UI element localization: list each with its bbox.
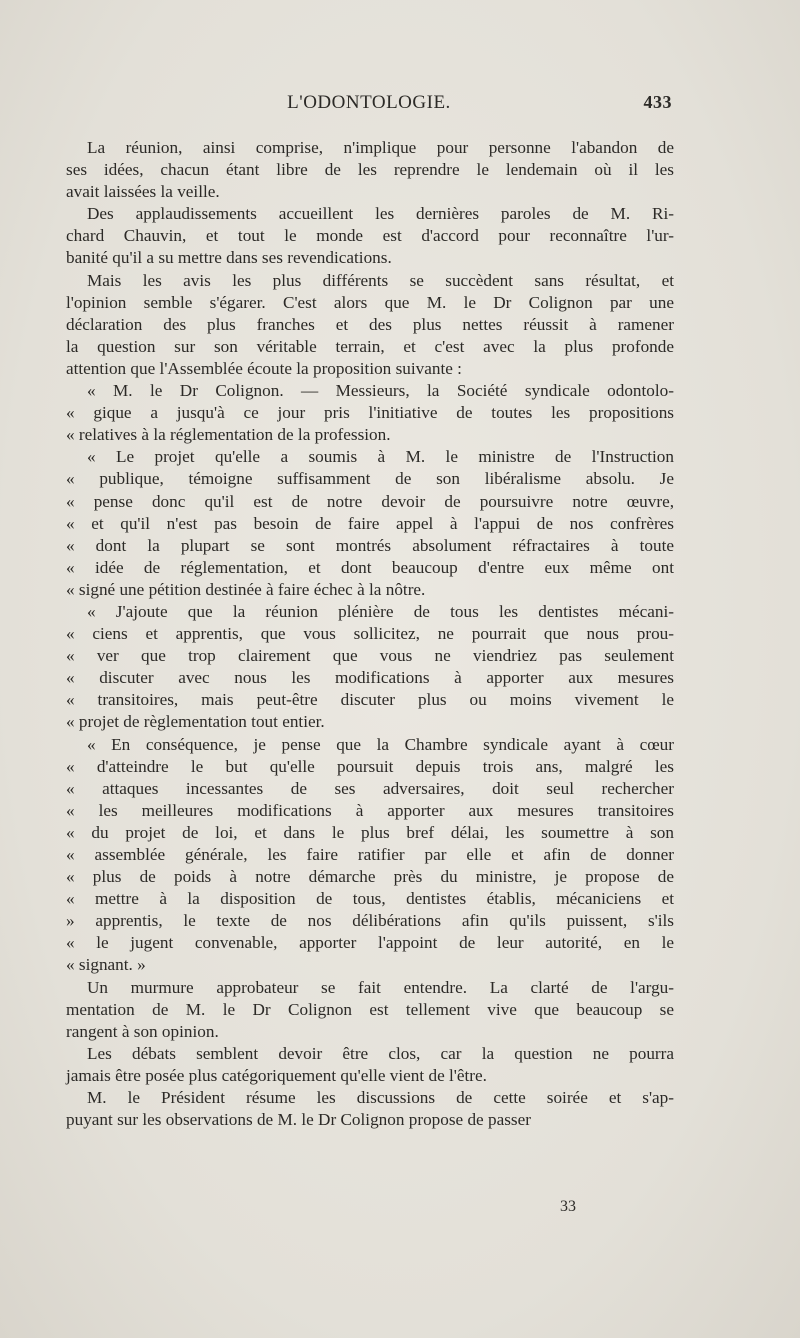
- text-line: banité qu'il a su mettre dans ses revendications.: [66, 248, 392, 268]
- text-line: « attaques incessantes de ses adversaires, doit seul rechercher: [66, 778, 674, 798]
- text-line: « d'atteindre le but qu'elle poursuit depuis trois ans, malgré les: [66, 756, 674, 776]
- text-line: M. le Président résume les discussions de cette soirée et s'ap-: [87, 1088, 674, 1108]
- text-line: « mettre à la disposition de tous, dentistes établis, mécaniciens et: [66, 889, 674, 909]
- quoted-paragraph: [66, 734, 674, 977]
- text-line: Les débats semblent devoir être clos, car la question ne pourra: [87, 1043, 674, 1063]
- text-line: « M. le Dr Colignon. — Messieurs, la Société syndicale odontolo-: [87, 381, 674, 401]
- text-line: avait laissées la veille.: [66, 182, 220, 202]
- body-text: [66, 137, 674, 1131]
- quoted-paragraph: [66, 380, 674, 446]
- paragraph: [66, 977, 674, 1043]
- paragraph: [66, 137, 674, 203]
- text-line: déclaration des plus franches et des plus nettes réussit à ramener: [66, 314, 674, 334]
- paragraph: [66, 1043, 674, 1087]
- paragraph: [66, 270, 674, 380]
- text-line: « ver que trop clairement que vous ne viendriez pas seulement: [66, 646, 674, 666]
- text-line: « signant. »: [66, 955, 146, 975]
- quoted-paragraph: [66, 446, 674, 601]
- text-line: Un murmure approbateur se fait entendre. La clarté de l'argu-: [87, 977, 674, 997]
- text-line: « le jugent convenable, apporter l'appoint de leur autorité, en le: [66, 933, 674, 953]
- text-line: puyant sur les observations de M. le Dr Colignon propose de passer: [66, 1110, 531, 1130]
- paragraph: [66, 1087, 674, 1131]
- text-line: « plus de poids à notre démarche près du ministre, je propose de: [66, 867, 674, 887]
- text-line: la question sur son véritable terrain, et c'est avec la plus profonde: [66, 336, 674, 356]
- page-number: 433: [643, 92, 672, 112]
- text-line: « transitoires, mais peut-être discuter plus ou moins vivement le: [66, 690, 674, 710]
- text-line: « les meilleures modifications à apporter aux mesures transitoires: [66, 800, 674, 820]
- text-line: La réunion, ainsi comprise, n'implique pour personne l'abandon de: [87, 138, 674, 157]
- text-line: « discuter avec nous les modifications à apporter aux mesures: [66, 668, 674, 688]
- text-line: « relatives à la réglementation de la profession.: [66, 425, 391, 445]
- journal-title: L'ODONTOLOGIE.: [287, 92, 451, 113]
- text-line: « signé une pétition destinée à faire échec à la nôtre.: [66, 579, 426, 599]
- text-line: « et qu'il n'est pas besoin de faire appel à l'appui de nos confrères: [66, 513, 674, 533]
- text-line: « idée de réglementation, et dont beaucoup d'entre eux même ont: [66, 557, 674, 577]
- signature-mark: 33: [560, 1198, 576, 1215]
- text-line: « En conséquence, je pense que la Chambre syndicale ayant à cœur: [87, 734, 674, 754]
- text-line: mentation de M. le Dr Colignon est tellement vive que beaucoup se: [66, 999, 674, 1019]
- text-line: « gique a jusqu'à ce jour pris l'initiative de toutes les propositions: [66, 403, 674, 423]
- text-line: « dont la plupart se sont montrés absolument réfractaires à toute: [66, 535, 674, 555]
- text-line: l'opinion semble s'égarer. C'est alors que M. le Dr Colignon par une: [66, 292, 674, 312]
- text-line: « pense donc qu'il est de notre devoir de poursuivre notre œuvre,: [66, 491, 674, 511]
- text-line: « Le projet qu'elle a soumis à M. le ministre de l'Instruction: [87, 447, 674, 467]
- text-line: « ciens et apprentis, que vous sollicitez, ne pourrait que nous prou-: [66, 624, 674, 644]
- text-line: chard Chauvin, et tout le monde est d'accord pour reconnaître l'ur-: [66, 226, 674, 246]
- running-header: [66, 92, 672, 120]
- paragraph: [66, 203, 674, 269]
- text-line: rangent à son opinion.: [66, 1021, 219, 1041]
- text-line: jamais être posée plus catégoriquement qu'elle vient de l'être.: [66, 1065, 487, 1085]
- text-line: ses idées, chacun étant libre de les reprendre le lendemain où il les: [66, 160, 674, 180]
- text-line: « assemblée générale, les faire ratifier par elle et afin de donner: [66, 845, 674, 864]
- text-line: « du projet de loi, et dans le plus bref délai, les soumettre à son: [66, 822, 674, 842]
- quoted-paragraph: [66, 601, 674, 734]
- text-line: attention que l'Assemblée écoute la proposition suivante :: [66, 358, 462, 378]
- text-line: Des applaudissements accueillent les dernières paroles de M. Ri-: [87, 204, 674, 224]
- text-line: Mais les avis les plus différents se succèdent sans résultat, et: [87, 270, 674, 290]
- text-line: « projet de règlementation tout entier.: [66, 712, 325, 732]
- text-line: « J'ajoute que la réunion plénière de tous les dentistes mécani-: [87, 601, 674, 621]
- text-line: « publique, témoigne suffisamment de son libéralisme absolu. Je: [66, 469, 674, 489]
- text-line: » apprentis, le texte de nos délibérations afin qu'ils puissent, s'ils: [66, 911, 674, 931]
